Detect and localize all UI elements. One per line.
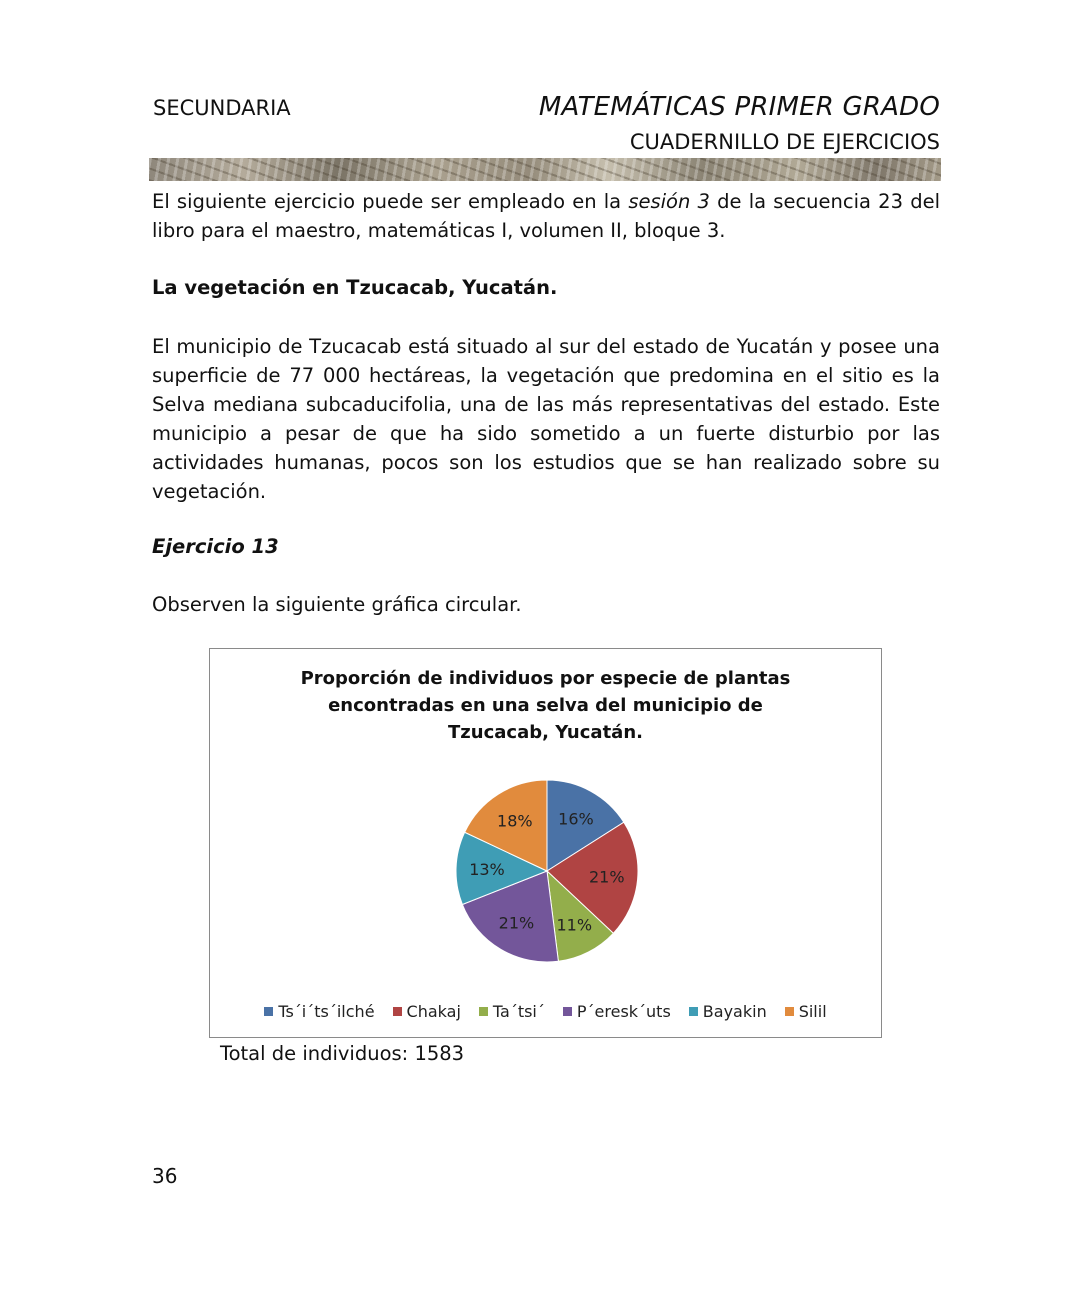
pie-chart-plot <box>210 649 883 1039</box>
legend-label-3: Ta´tsi´ <box>492 1002 545 1021</box>
legend-label-6: Silil <box>798 1002 827 1021</box>
pie-label-3: 11% <box>556 915 593 935</box>
pie-label-4: 21% <box>498 913 535 933</box>
legend-swatch-5 <box>689 1007 698 1016</box>
page-number: 36 <box>152 1164 178 1188</box>
chart-title-line-3: Tzucacab, Yucatán. <box>448 722 643 743</box>
header-banner <box>149 158 941 181</box>
instruction-text: Observen la siguiente gráfica circular. <box>152 593 522 616</box>
intro-text-end: de la secuencia 23 del libro para el maestro, matemáticas I, volumen II, bloque 3. <box>152 190 940 242</box>
legend-swatch-2 <box>393 1007 402 1016</box>
intro-emphasis: sesión 3 <box>628 190 710 213</box>
intro-paragraph <box>152 187 940 245</box>
pie-label-5: 13% <box>469 860 505 880</box>
legend-item-6 <box>785 1002 827 1021</box>
exercise-title: Ejercicio 13 <box>152 535 279 558</box>
legend-swatch-1 <box>264 1007 273 1016</box>
legend-item-5 <box>689 1002 767 1021</box>
body-paragraph: El municipio de Tzucacab está situado al sur del estado de Yucatán y posee una superficie de 77 000 hectáreas, la vegetación que predomina en el sitio es la Selva mediana subcaducifolia, una de las más representativas del estado. Este municipio a pesar de que ha sido sometido a un fuerte disturbio por las actividades humanas, pocos son los estudios que se han realizado sobre su vegetación. <box>152 335 940 503</box>
legend-item-2 <box>393 1002 461 1021</box>
chart-title-line-2: encontradas en una selva del municipio de <box>328 695 763 716</box>
legend-label-2: Chakaj <box>406 1002 461 1021</box>
legend-item-1 <box>264 1002 374 1021</box>
legend-label-4: P´eresk´uts <box>576 1002 671 1021</box>
legend-item-3 <box>479 1002 545 1021</box>
chart-title-line-1: Proporción de individuos por especie de plantas <box>300 668 791 689</box>
header-level: SECUNDARIA <box>153 96 291 120</box>
intro-text-start: El siguiente ejercicio puede ser empleado en la <box>152 190 629 213</box>
chart-legend <box>210 1002 881 1021</box>
legend-label-5: Bayakin <box>702 1002 767 1021</box>
pie-label-6: 18% <box>497 811 533 831</box>
legend-swatch-6 <box>785 1007 794 1016</box>
legend-swatch-4 <box>563 1007 572 1016</box>
pie-chart <box>209 648 882 1038</box>
section-title: La vegetación en Tzucacab, Yucatán. <box>152 276 558 299</box>
legend-item-4 <box>563 1002 671 1021</box>
pie-label-1: 16% <box>558 809 594 829</box>
total-individuals: Total de individuos: 1583 <box>220 1042 465 1065</box>
pie-label-2: 21% <box>589 867 625 887</box>
legend-swatch-3 <box>479 1007 488 1016</box>
legend-label-1: Ts´i´ts´ilché <box>278 1002 375 1021</box>
header-title: MATEMÁTICAS PRIMER GRADO <box>538 92 940 122</box>
header-subtitle: CUADERNILLO DE EJERCICIOS <box>629 130 940 154</box>
